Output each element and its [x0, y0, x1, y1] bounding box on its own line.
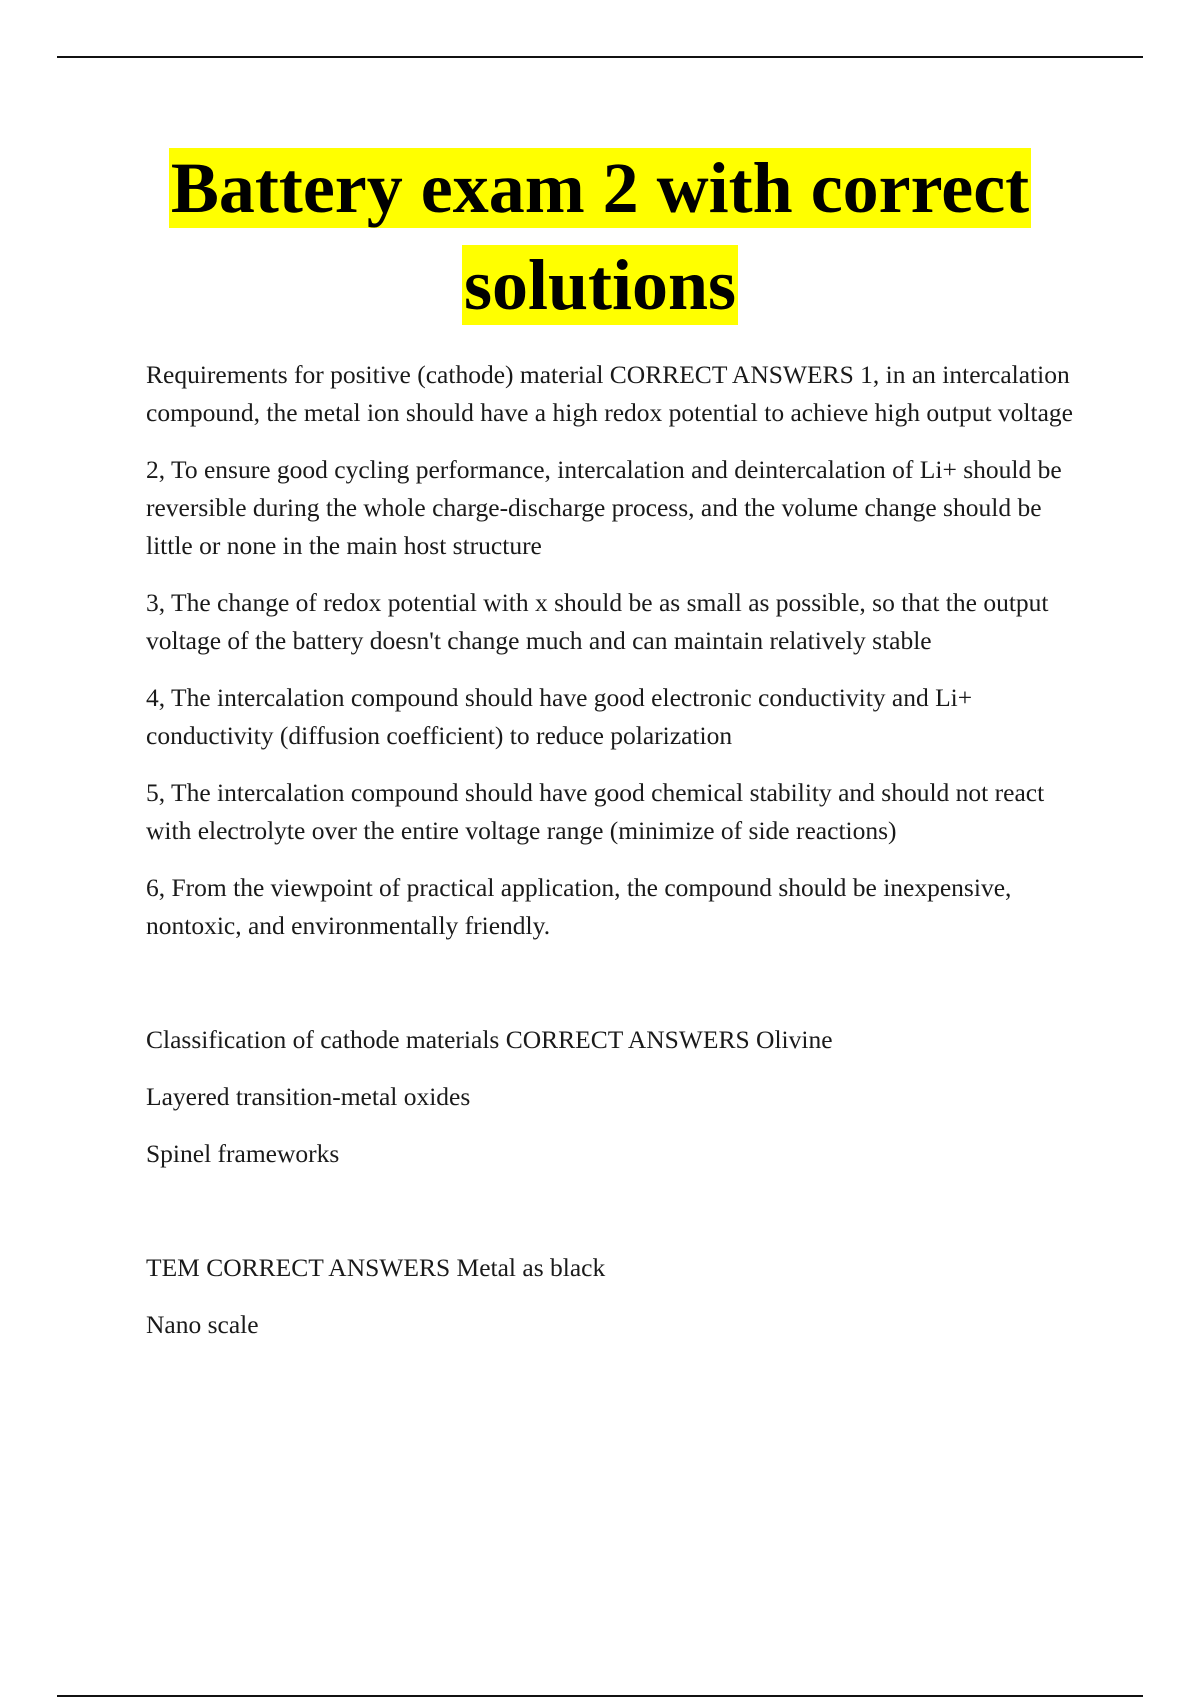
paragraph-cathode-requirements: Requirements for positive (cathode) material CORRECT ANSWERS 1, in an intercalation compound, the metal ion should have a high redox potential to achieve high output voltage [146, 360, 1073, 427]
paragraph-requirement-6: 6, From the viewpoint of practical application, the compound should be inexpensive, nontoxic, and environmentally friendly. [146, 873, 1012, 940]
title-line-2: solutions [463, 245, 737, 325]
paragraph-requirement-2: 2, To ensure good cycling performance, intercalation and deintercalation of Li+ should be reversible during the whole charge-discharge process, and the volume change should be little or none in the main host structure [146, 455, 1062, 560]
paragraph-requirement-3: 3, The change of redox potential with x should be as small as possible, so that the output voltage of the battery doesn't change much and can maintain relatively stable [146, 588, 1049, 655]
paragraph-tem: TEM CORRECT ANSWERS Metal as black [146, 1253, 606, 1282]
paragraph-requirement-5: 5, The intercalation compound should have good chemical stability and should not react with electrolyte over the entire voltage range (minimize of side reactions) [146, 778, 1045, 845]
paragraph-nano-scale: Nano scale [146, 1310, 259, 1339]
paragraph-requirement-4: 4, The intercalation compound should have good electronic conductivity and Li+ conductivity (diffusion coefficient) to reduce polarization [146, 683, 973, 750]
top-rule [57, 56, 1143, 58]
document-title [100, 140, 1100, 334]
paragraph-cathode-classification: Classification of cathode materials CORRECT ANSWERS Olivine [146, 1025, 833, 1054]
paragraph-spinel-frameworks: Spinel frameworks [146, 1139, 340, 1168]
title-line-1: Battery exam 2 with correct [170, 148, 1030, 228]
document-body [146, 356, 1086, 1363]
paragraph-layered-oxides: Layered transition-metal oxides [146, 1082, 471, 1111]
bottom-rule [57, 1695, 1143, 1697]
